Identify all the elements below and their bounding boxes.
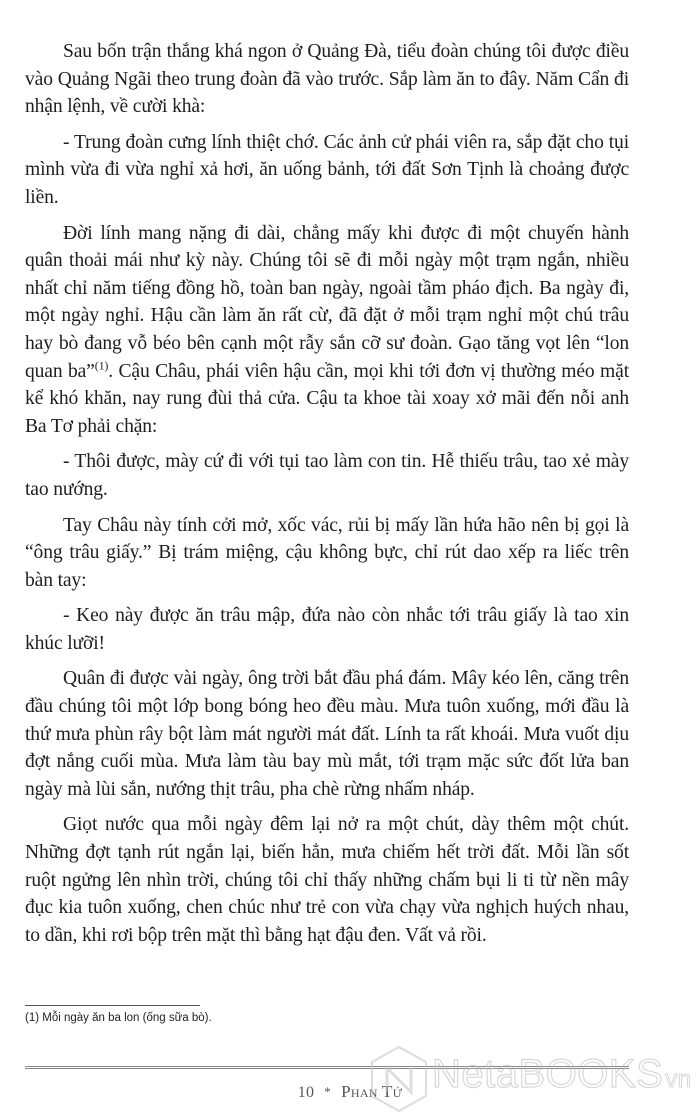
footnote-reference[interactable]: (1) xyxy=(94,358,109,372)
author-name: Phan Tứ xyxy=(341,1082,403,1101)
footer-separator: * xyxy=(324,1084,332,1099)
page-number: 10 xyxy=(297,1084,315,1101)
paragraph-7: Quân đi được vài ngày, ông trời bắt đầu phá đám. Mây kéo lên, căng trên đầu chúng tôi một lớp bong bóng heo đều màu. Mưa tuôn xuống, mới đầu là thứ mưa phùn rây bột làm mát người mát đất. Lính ta rất khoái. Mưa vuốt dịu đợt nắng cuối mùa. Mưa làm tàu bay mù mắt, tới trạm mặc sức đốt lửa ban ngày mà lùi sắn, nướng thịt trâu, pha chè rừng nhấm nháp. xyxy=(25,668,629,800)
paragraph-6: - Keo này được ăn trâu mập, đứa nào còn nhắc tới trâu giấy là tao xin khúc lưỡi! xyxy=(25,605,629,654)
paragraph-8: Giọt nước qua mỗi ngày đêm lại nở ra một chút, dày thêm một chút. Những đợt tạnh rút ngắn lại, biến hẳn, mưa chiếm hết trời đất. Mỗi lần sốt ruột ngửng lên nhìn trời, chúng tôi chỉ thấy những chấm bụi li ti từ nền mây đục kia tuôn xuống, chen chúc như trẻ con vừa chạy vừa nghịch huých nhau, to dần, khi rơi bộp trên mặt thì bằng hạt đậu đen. Vất vả rồi. xyxy=(25,814,629,946)
page-body xyxy=(25,38,629,957)
watermark-brand: NetaBOOKS xyxy=(432,1052,664,1096)
watermark-suffix: vn xyxy=(665,1066,692,1093)
footnote-divider xyxy=(25,1005,200,1006)
page-footer xyxy=(0,1082,700,1102)
footer-double-rule xyxy=(25,1066,629,1069)
paragraph-2: - Trung đoàn cưng lính thiệt chớ. Các ảnh cử phái viên ra, sắp đặt cho tụi mình vừa đi vừa nghỉ xả hơi, ăn uống bảnh, tới đất Sơn Tịnh là choảng được liền. xyxy=(25,131,629,208)
paragraph-3-text: Đời lính mang nặng đi dài, chẳng mấy khi được đi một chuyến hành quân thoải mái như kỳ này. Chúng tôi sẽ đi mỗi ngày một trạm ngắn, nhiều nhất chỉ năm tiếng đồng hồ, toàn ban ngày, ngoài tầm pháo địch. Ba ngày đi, một ngày nghỉ. Hậu cần làm ăn rất cừ, đã đặt ở mỗi trạm nghỉ một chú trâu hay bò đang vỗ béo bên cạnh một rẫy sắn cỡ sư đoàn. Gạo tăng vọt lên “lon quan ba” xyxy=(25,222,629,382)
paragraph-1: Sau bốn trận thắng khá ngon ở Quảng Đà, tiểu đoàn chúng tôi được điều vào Quảng Ngãi theo trung đoàn đã vào trước. Sắp làm ăn to đây. Năm Cẩn đi nhận lệnh, về cười khà: xyxy=(25,41,629,118)
paragraph-3-continuation: . Cậu Châu, phái viên hậu cần, mọi khi tới đơn vị thường méo mặt kể khó khăn, nay rung đùi thả cửa. Cậu ta khoe tài xoay xở mãi đến nỗi anh Ba Tơ phải chặn: xyxy=(25,360,629,437)
paragraph-3 xyxy=(25,220,629,441)
paragraph-5: Tay Châu này tính cởi mở, xốc vác, rủi bị mấy lần hứa hão nên bị gọi là “ông trâu giấy.” Bị trám miệng, cậu không bực, chỉ rút dao xếp ra liếc trên bàn tay: xyxy=(25,514,629,591)
hexagon-n-logo-icon xyxy=(368,1044,430,1114)
watermark xyxy=(368,1044,700,1114)
paragraph-4: - Thôi được, mày cứ đi với tụi tao làm con tin. Hễ thiếu trâu, tao xẻ mày tao nướng. xyxy=(25,451,629,500)
footnote: (1) Mỗi ngày ăn ba lon (ống sữa bò). xyxy=(25,1012,212,1024)
